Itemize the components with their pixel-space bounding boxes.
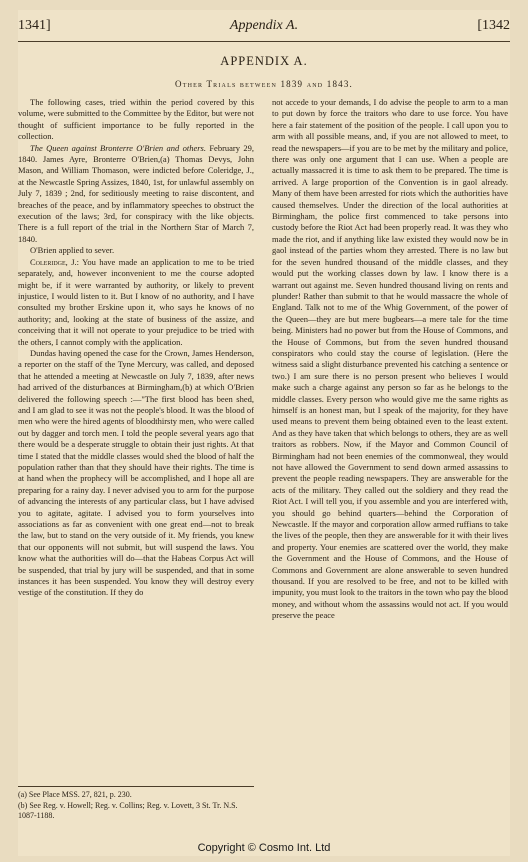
speech-continued-paragraph: not accede to your demands, I do advise the people to arm to a man to put down by force the traitors who dare to use force. You have here a fair statement of the position of the people. I call upon you to arm with all possible means, and, if you are not allowed to meet, to read the newspapers—if you are to be met by the military and police, there was only one argument that I can use. When a people are actually massacred it is time to ask them to be prepared. The time is arrived. A large proportion of the Convention is in gaol already. Many of them have been arrested for riots which the authorities have caused themselves. Under the direction of the local authorities at Birmingham, the police first commenced to take persons into custody before the Riot Act had been properly read. It was they who made the riot, and if anything like law existed they would now be in gaol instead of the parties whom they arrested. There is no law but for the seven hundred thousand of the middle classes, and they would put the working classes down by law. I know there is a warrant out against me. Seven hundred thousand living on rents and plunder! Rather than submit to that he would massacre the whole of England. Talk not to me of the Whig Government, of the power of the Queen—they are but mere bugbears—a mere tale for the time being. Ministers had no power but from the House of Commons, and the House of Commons, but from the seven hundred thousand conspirators who could stay the course of legislation. (Here the witness said a slight disturbance prevented his catching a sentence or two.) I am sure there is no person present who believes I would make such a charge against any person so far as he belongs to the middle classes. Every person who would give me the same rights as himself is an honest man, but I speak of the majority, for they have used means to prevent them being obtained even to the least extent. And as they have taken that which belongs to others, they are as well traitors as robbers. Now, if the Mayor and Common Council of Birmingham had not been enemies of the commonweal, they would not have allowed the Government to send down armed assassins to prevent the people reading newspapers. They are answerable for the acts of the military. They called out the soldiery and they read the Riot Act. I will tell you, if you assemble and you are interfered with, you should go behind quarters—behind the Corporation of Newcastle. If the mayor and corporation allow armed ruffians to take the lives of the people, then they are answerable for it with their lives and property. Your enemies are scattered over the world, they make the Government and the House of Commons, and the House of Commons and Government are alone answerable to seven hundred thousand. If you are resolved to be free, and not to be killed with impunity, you must look to the traitors in the town who pay the blood money, and without whom the assassins would not act. If you would preserve the peace	[272, 97, 509, 621]
footnote-rule	[18, 786, 254, 787]
right-column	[272, 97, 508, 622]
judge-text: You have made an application to me to be tried separately, and, however inconvenient to me the course adopted might be, if it were warranted by authority, or likely to prevent injustice, I would listen to it. But I know of no authority, and I have consulted my brother Erskine upon it, who says he knows of no authority; and, looking at the state of business of the assize, and conceiving that it will not operate to your prejudice to be tried with the others, I cannot comply with the application.	[18, 256, 254, 347]
footnotes	[18, 790, 254, 822]
left-column	[18, 97, 254, 599]
case-paragraph	[18, 143, 254, 246]
judge-paragraph	[18, 257, 254, 348]
section-subtitle: Other Trials between 1839 and 1843.	[175, 79, 353, 89]
running-head: Appendix A.	[229, 18, 299, 33]
speech-paragraph: Dundas having opened the case for the Crown, James Henderson, a reporter on the staff of the Tyne Mercury, was called, and deposed that he attended a meeting at Newcastle on July 7, 1839, after news had arrived of the disturbances at Birmingham,(b) at which O'Brien delivered the following speech :—"The first blood has been shed, and I am glad to see it was not the people's blood. It was the blood of men who were the hired agents of bloodthirsty men, who were called out by dagger and torch men. I told the people several years ago that there would be a desperate struggle to obtain their just rights. At that time I stated that the middle classes would shed the blood of half the population rather than that they should have their rights. The time is at hand when the prophecy will be accomplished, and I hope all are preparing for a rainy day. I never advised you to arm for the purpose of advancing the interests of any particular class, but I have advised you to agitate, agitate. I advised you to form yourselves into associations as far as convenient with one great end—not to break the law, but to stand on the very outside of it. My friends, you knew that our opponents will not submit, but will suspend the laws. You know what the authorities will do—that the Habeas Corpus Act will be suspended, that trial by jury will be suspended, and that in some instances it has been suspended. You know they will destroy every vestige of the constitution. If they do	[18, 347, 254, 598]
footnote-a: (a) See Place MSS. 27, 821, p. 230.	[18, 790, 132, 799]
case-title: The Queen against Bronterre O'Brien and others.	[30, 142, 206, 153]
right-page-number: [1342	[477, 18, 510, 33]
case-text: February 29, 1840. James Ayre, Bronterre O'Brien,(a) Thomas Devys, John Mason, and William Thomason, were indicted before Coleridge, J., at the Newcastle Spring Assizes, 1840, 1st, for unlawful assembly on July 7, 1839 ; 2nd, for seditiously meeting to raise discontent, and breaches of the peace, and by inflammatory speeches to obstruct the execution of the laws; 3rd, for conspiracy with the like objects. There is a full report of the trial in the Northern Star of March 7, 1840.	[18, 142, 254, 244]
footnote-b: (b) See Reg. v. Howell; Reg. v. Collins; Reg. v. Lovett, 3 St. Tr. N.S. 1087-1188.	[18, 800, 238, 820]
copyright-watermark: Copyright © Cosmo Int. Ltd	[197, 842, 331, 854]
sever-paragraph: O'Brien applied to sever.	[30, 245, 115, 256]
intro-paragraph: The following cases, tried within the period covered by this volume, were submitted to the Committee by the Editor, but were not thought of sufficient importance to be fully reported in the collection.	[18, 97, 254, 142]
page-header	[18, 18, 510, 40]
appendix-title: APPENDIX A.	[220, 54, 308, 68]
judge-name: Coleridge, J.:	[30, 256, 79, 267]
page	[18, 10, 510, 856]
left-page-number: 1341]	[18, 18, 51, 33]
header-rule	[18, 41, 510, 42]
